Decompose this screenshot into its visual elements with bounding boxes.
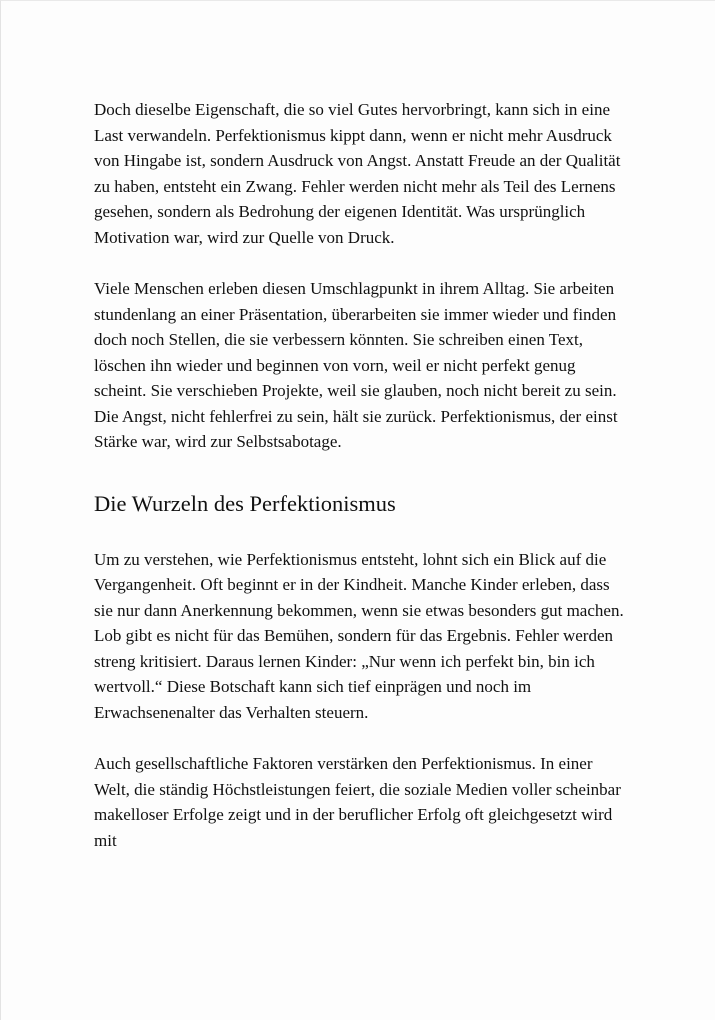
paragraph: Doch dieselbe Eigenschaft, die so viel Gutes hervorbringt, kann sich in eine Last verwandeln. Perfektionismus kippt dann, wenn er nicht mehr Ausdruck von Hingabe ist, sondern Ausdruck von Angst. Anstatt Freude an der Qualität zu haben, entsteht ein Zwang. Fehler werden nicht mehr als Teil des Lernens gesehen, sondern als Bedrohung der eigenen Identität. Was ursprünglich Motivation war, wird zur Quelle von Druck. (94, 100, 621, 247)
paragraph: Viele Menschen erleben diesen Umschlagpunkt in ihrem Alltag. Sie arbeiten stundenlang an einer Präsentation, überarbeiten sie immer wieder und finden doch noch Stellen, die sie verbessern könnten. Sie schreiben einen Text, löschen ihn wieder und beginnen von vorn, weil er nicht perfekt genug scheint. Sie verschieben Projekte, weil sie glauben, noch nicht bereit zu sein. Die Angst, nicht fehlerfrei zu sein, hält sie zurück. Perfektionismus, der einst Stärke war, wird zur Selbstsabotage. (94, 279, 618, 451)
section-heading: Die Wurzeln des Perfektionismus (94, 490, 396, 516)
page-text-column (94, 97, 629, 879)
paragraph: Um zu verstehen, wie Perfektionismus entsteht, lohnt sich ein Blick auf die Vergangenheit. Oft beginnt er in der Kindheit. Manche Kinder erleben, dass sie nur dann Anerkennung bekommen, wenn sie etwas besonders gut machen. Lob gibt es nicht für das Bemühen, sondern für das Ergebnis. Fehler werden streng kritisiert. Daraus lernen Kinder: „Nur wenn ich perfekt bin, bin ich wertvoll.“ Diese Botschaft kann sich tief einprägen und noch im Erwachsenenalter das Verhalten steuern. (94, 549, 624, 722)
paragraph: Auch gesellschaftliche Faktoren verstärken den Perfektionismus. In einer Welt, die ständig Höchstleistungen feiert, die soziale Medien voller scheinbar makelloser Erfolge zeigt und in der beruflicher Erfolg oft gleichgesetzt wird mit (94, 754, 621, 850)
